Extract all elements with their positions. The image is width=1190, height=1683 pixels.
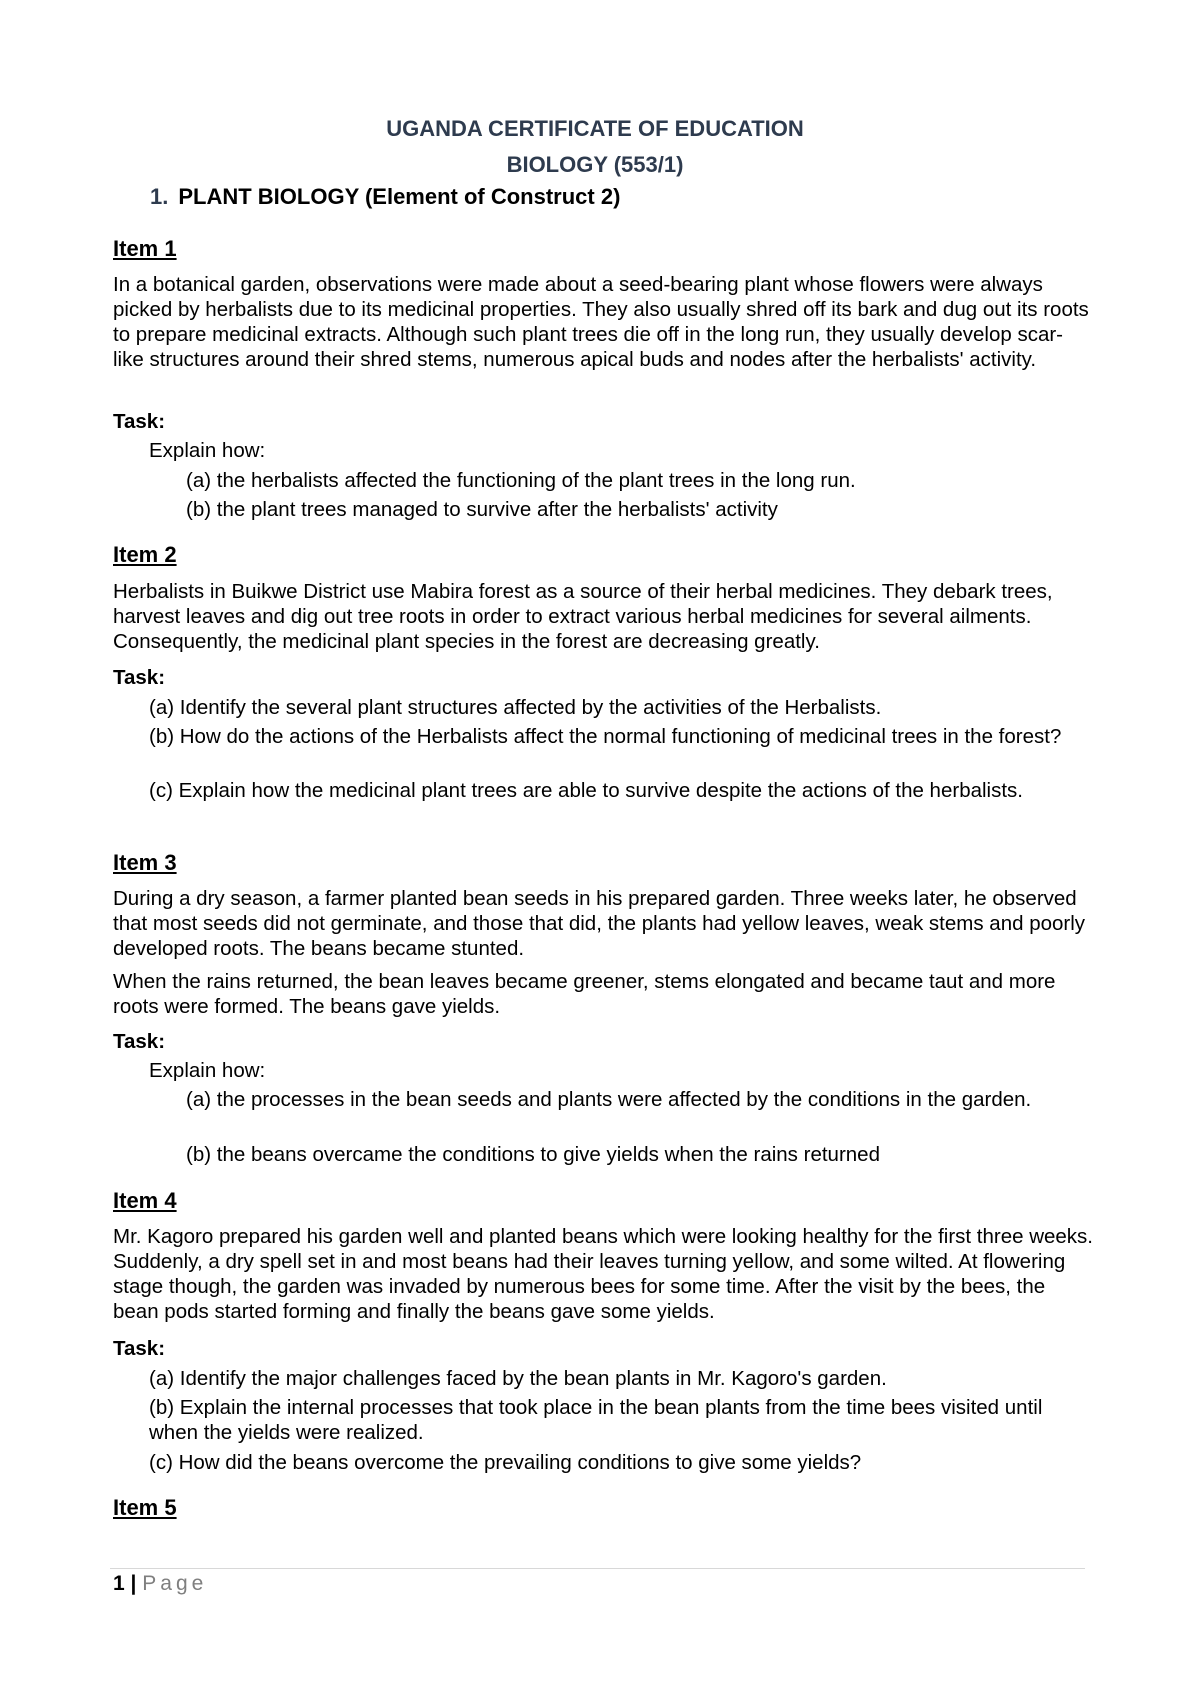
page-footer <box>113 1572 207 1596</box>
item-paragraph: Mr. Kagoro prepared his garden well and planted beans which were looking healthy for the first three weeks. Suddenly, a dry spell set in and most beans had their leaves turning yellow, and some wilted. At flowering stage though, the garden was invaded by numerous bees for some time. After the visit by the bees, the bean pods started forming and finally the beans gave some yields. <box>113 1225 1094 1323</box>
item-paragraph: Herbalists in Buikwe District use Mabira forest as a source of their herbal medicines. They debark trees, harvest leaves and dig out tree roots in order to extract various herbal medicines for several ailments. Consequently, the medicinal plant species in the forest are decreasing greatly. <box>113 580 1053 653</box>
task-label: Task: <box>113 666 166 689</box>
task-label: Task: <box>113 1337 166 1360</box>
task-item: (b) How do the actions of the Herbalists affect the normal functioning of medicinal trees in the forest? <box>149 725 1062 748</box>
item-heading: Item 2 <box>113 542 177 567</box>
section-title: PLANT BIOLOGY (Element of Construct 2) <box>178 184 621 209</box>
task-label: Task: <box>113 410 166 433</box>
task-label: Task: <box>113 1030 166 1053</box>
section-number: 1. <box>150 184 169 209</box>
footer-divider <box>110 1568 1085 1569</box>
task-item: (a) the processes in the bean seeds and plants were affected by the conditions in the garden. <box>186 1088 1032 1111</box>
item-paragraph: When the rains returned, the bean leaves became greener, stems elongated and became taut and more roots were formed. The beans gave yields. <box>113 970 1056 1018</box>
task-item: (b) the plant trees managed to survive after the herbalists' activity <box>186 498 778 521</box>
task-item: (c) How did the beans overcome the prevailing conditions to give some yields? <box>149 1451 862 1474</box>
exam-title: UGANDA CERTIFICATE OF EDUCATION <box>386 116 804 141</box>
task-intro: Explain how: <box>149 1059 266 1082</box>
item-paragraph: In a botanical garden, observations were made about a seed-bearing plant whose flowers were always picked by herbalists due to its medicinal properties. They also usually shred off its bark and dug out its roots to prepare medicinal extracts. Although such plant trees die off in the long run, they usually develop scar-like structures around their shred stems, numerous apical buds and nodes after the herbalists' activity. <box>113 273 1089 371</box>
task-intro: Explain how: <box>149 439 266 462</box>
task-item: (a) Identify the major challenges faced by the bean plants in Mr. Kagoro's garden. <box>149 1367 887 1390</box>
item-heading: Item 3 <box>113 850 177 875</box>
exam-subtitle: BIOLOGY (553/1) <box>506 152 684 177</box>
footer-separator: | <box>130 1572 137 1595</box>
item-heading: Item 1 <box>113 236 177 261</box>
task-item: (a) Identify the several plant structures affected by the activities of the Herbalists. <box>149 696 882 719</box>
task-item: (c) Explain how the medicinal plant trees are able to survive despite the actions of the herbalists. <box>149 779 1023 802</box>
task-item: (a) the herbalists affected the functioning of the plant trees in the long run. <box>186 469 856 492</box>
page-word: Page <box>142 1572 208 1595</box>
item-paragraph: During a dry season, a farmer planted bean seeds in his prepared garden. Three weeks later, he observed that most seeds did not germinate, and those that did, the plants had yellow leaves, weak stems and poorly developed roots. The beans became stunted. <box>113 887 1086 960</box>
section-heading <box>150 184 620 210</box>
item-heading: Item 5 <box>113 1495 177 1520</box>
task-item: (b) the beans overcame the conditions to give yields when the rains returned <box>186 1143 880 1166</box>
item-heading: Item 4 <box>113 1188 177 1213</box>
task-item: (b) Explain the internal processes that took place in the bean plants from the time bees visited until when the yields were realized. <box>149 1396 1043 1444</box>
page-number: 1 <box>113 1572 125 1595</box>
